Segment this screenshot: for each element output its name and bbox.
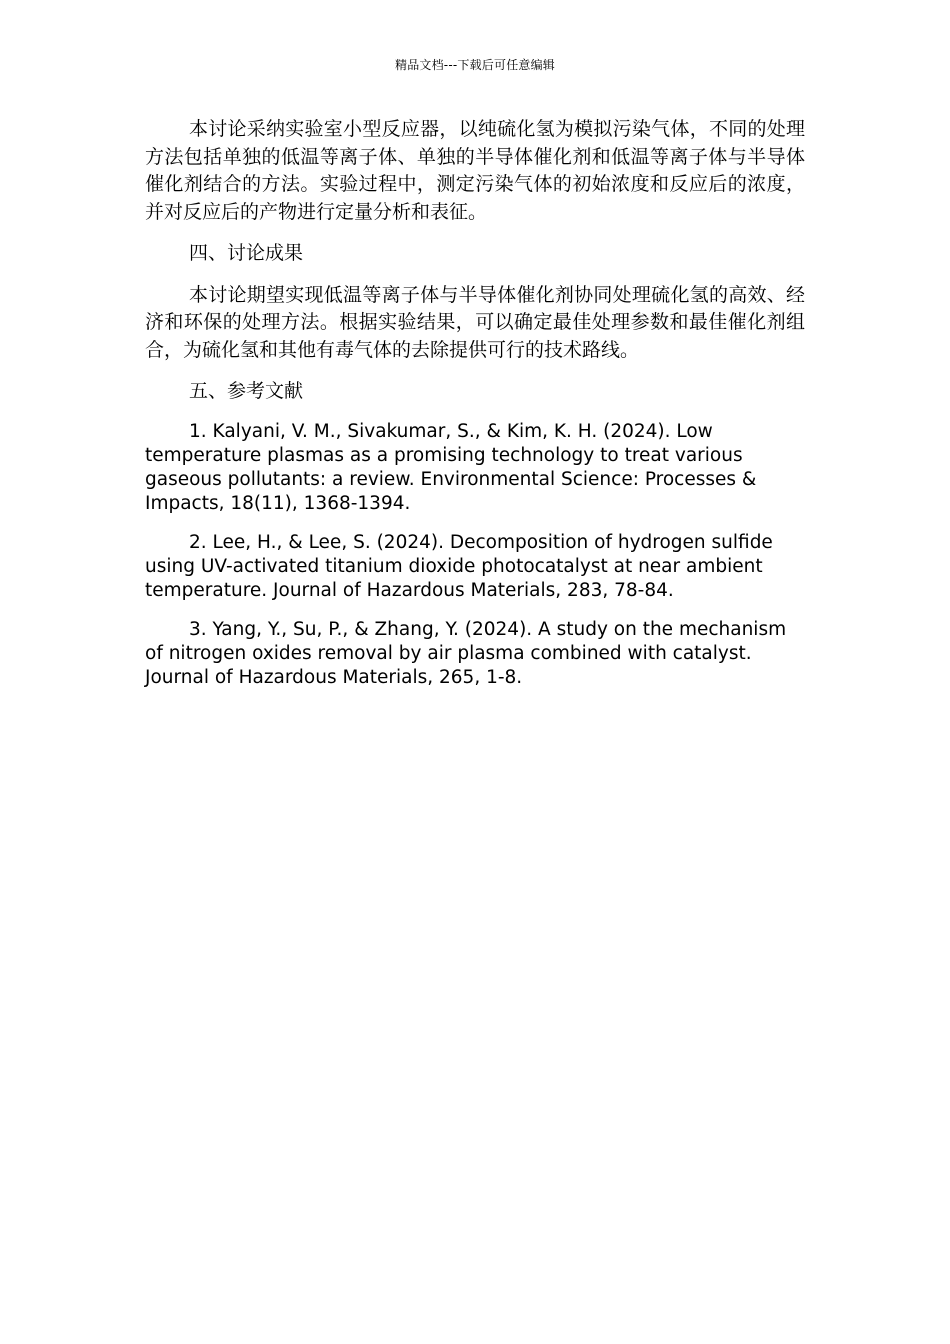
reference-item-3: 3. Yang, Y., Su, P., & Zhang, Y. (2024). A study on the mechanism of nitrogen oxides removal by air plasma combined with catalyst. Journal of Hazardous Materials, 265, 1-8. xyxy=(145,618,787,689)
paragraph-method: 本讨论采纳实验室小型反应器，以纯硫化氢为模拟污染气体，不同的处理方法包括单独的低温等离子体、单独的半导体催化剂和低温等离子体与半导体催化剂结合的方法。实验过程中，测定污染气体的初始浓度和反应后的浓度，并对反应后的产物进行定量分析和表征。 xyxy=(145,118,805,223)
heading-references: 五、参考文献 xyxy=(189,380,304,402)
page-header: 精品文档---下载后可任意编辑 xyxy=(395,58,555,72)
reference-item-1: 1. Kalyani, V. M., Sivakumar, S., & Kim, K. H. (2024). Low temperature plasmas as a promising technology to treat various gaseous pollutants: a review. Environmental Science: Processes & Impacts, 18(11), 1368-1394. xyxy=(145,420,757,515)
paragraph-results: 本讨论期望实现低温等离子体与半导体催化剂协同处理硫化氢的高效、经济和环保的处理方法。根据实验结果，可以确定最佳处理参数和最佳催化剂组合，为硫化氢和其他有毒气体的去除提供可行的技术路线。 xyxy=(145,283,805,361)
document-body xyxy=(145,116,805,704)
reference-item-2: 2. Lee, H., & Lee, S. (2024). Decomposition of hydrogen sulfide using UV-activated titanium dioxide photocatalyst at near ambient temperature. Journal of Hazardous Materials, 283, 78-84. xyxy=(145,531,773,602)
heading-results: 四、讨论成果 xyxy=(189,242,304,264)
